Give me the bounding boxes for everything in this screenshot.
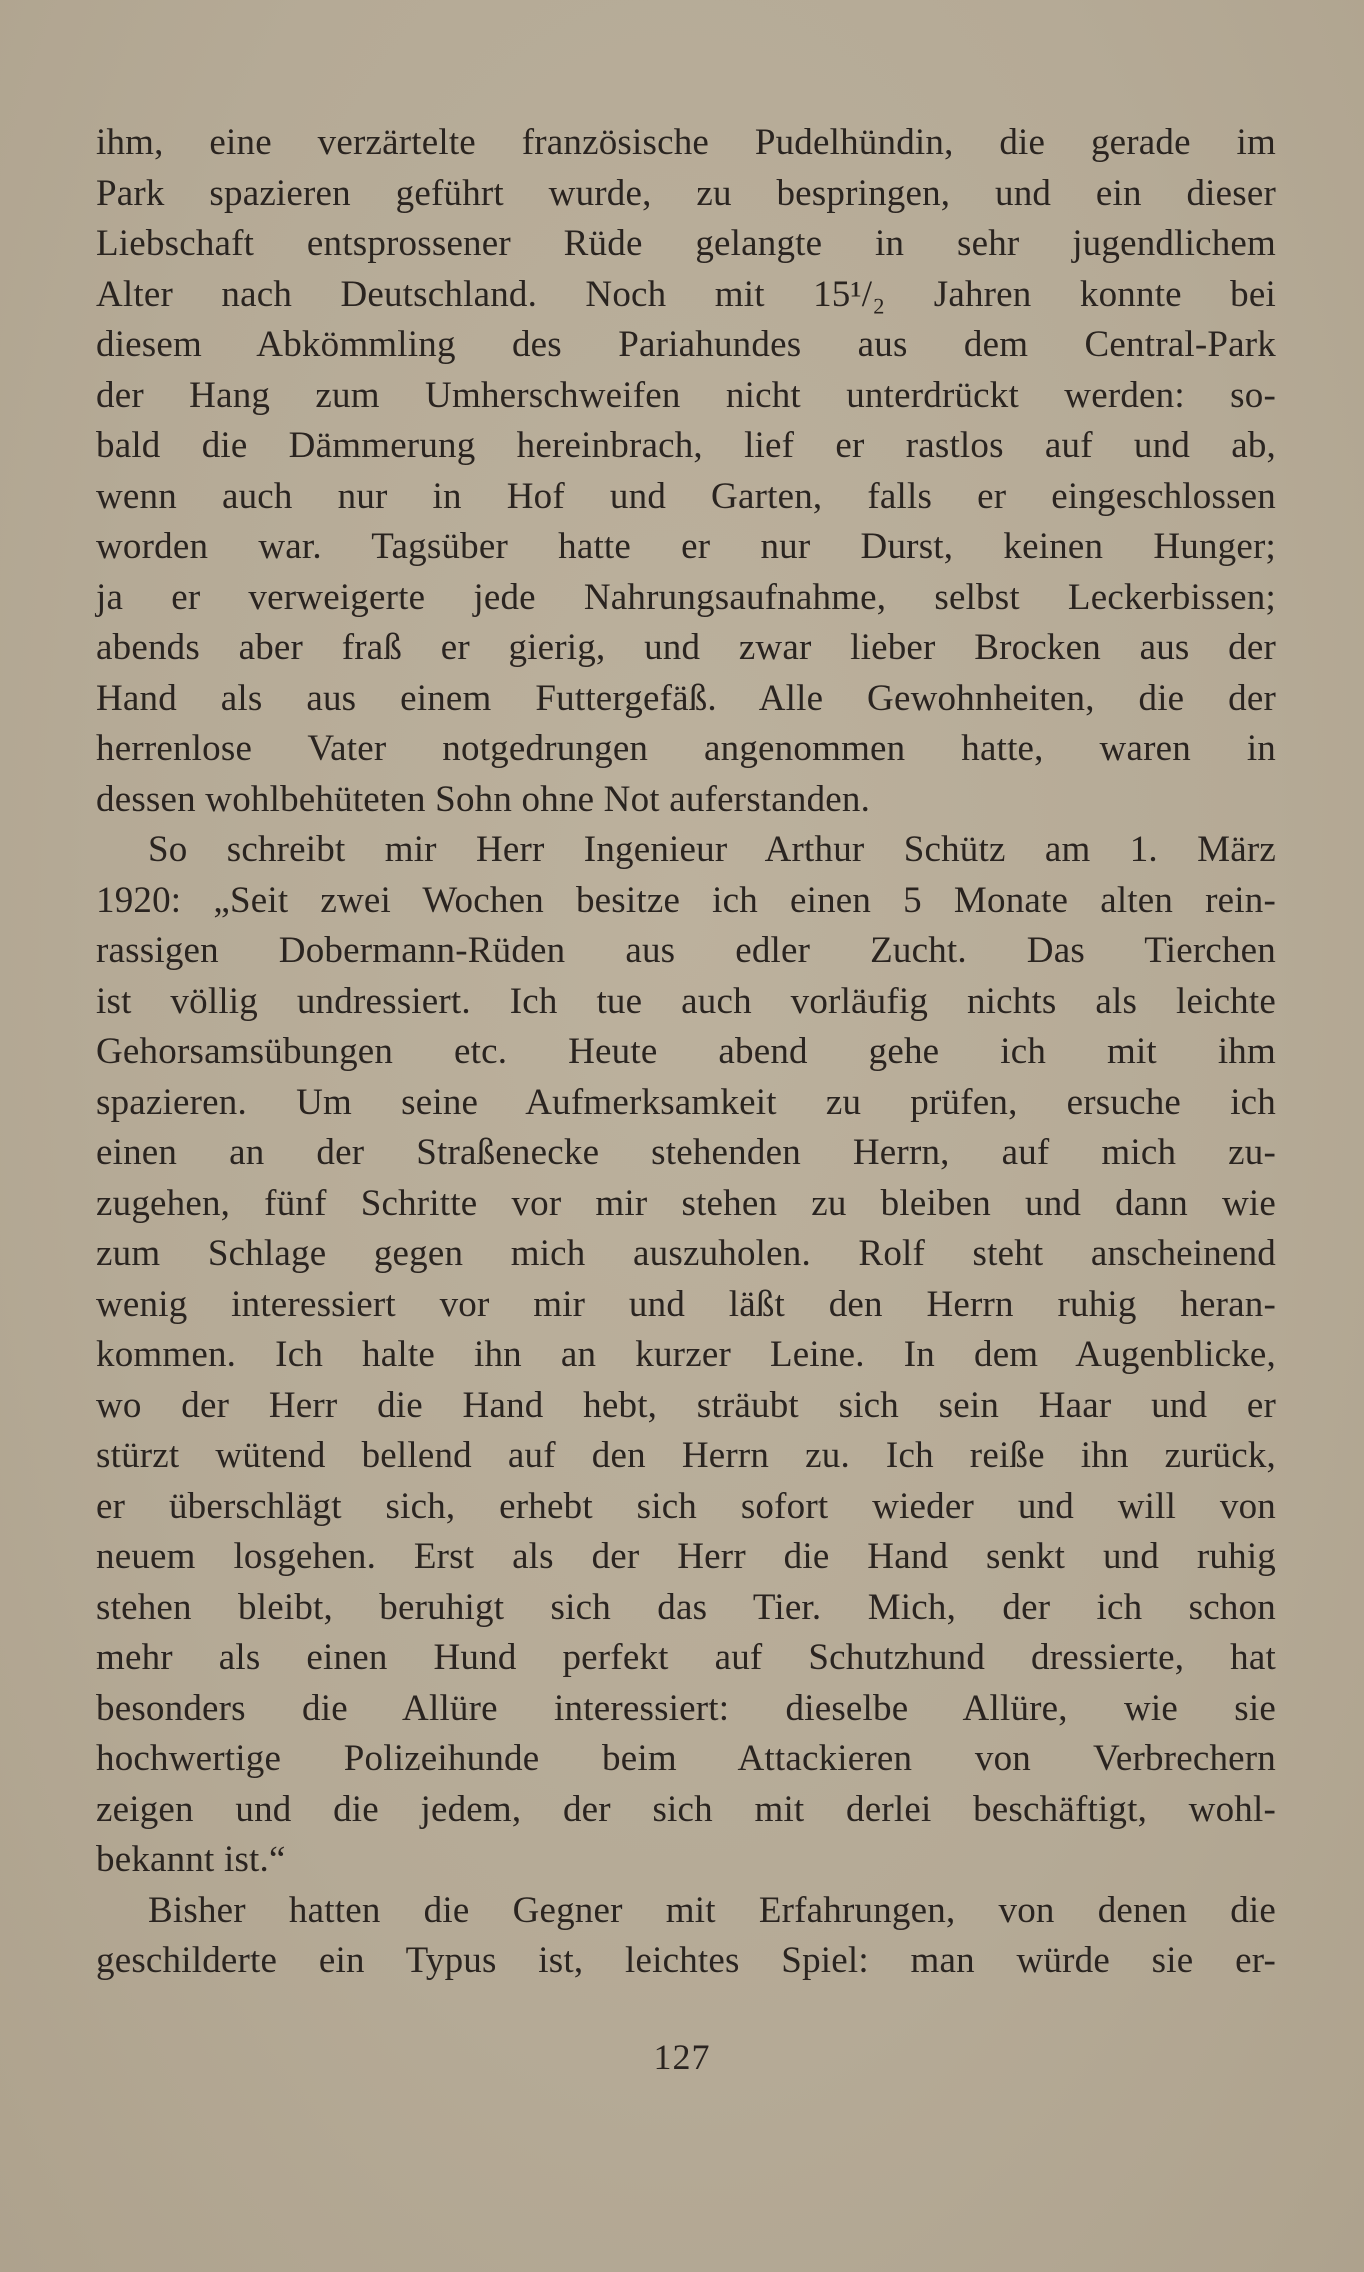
text-line: bald die Dämmerung hereinbrach, lief er rastlos auf und ab,	[96, 425, 1276, 466]
text-line: besonders die Allüre interessiert: dieselbe Allüre, wie sie	[96, 1687, 1276, 1729]
text-line: spazieren. Um seine Aufmerksamkeit zu prüfen, ersuche ich	[96, 1081, 1276, 1123]
text-line: stürzt wütend bellend auf den Herrn zu. Ich reiße ihn zurück,	[96, 1435, 1276, 1476]
text-line: wenig interessiert vor mir und läßt den Herrn ruhig heran-	[96, 1283, 1276, 1325]
text-line: rassigen Dobermann-Rüden aus edler Zucht. Das Tierchen	[96, 930, 1276, 971]
text-line: abends aber fraß er gierig, und zwar lieber Brocken aus der	[96, 627, 1276, 668]
paragraph	[96, 118, 1276, 825]
text-line: ihm, eine verzärtelte französische Pudelhündin, die gerade im	[96, 122, 1276, 163]
text-line: einen an der Straßenecke stehenden Herrn, auf mich zu-	[96, 1132, 1276, 1173]
text-line: wenn auch nur in Hof und Garten, falls er eingeschlossen	[96, 475, 1276, 517]
text-line: neuem losgehen. Erst als der Herr die Hand senkt und ruhig	[96, 1536, 1276, 1577]
paragraph	[96, 825, 1276, 1886]
text-line: Bisher hatten die Gegner mit Erfahrungen, von denen die	[148, 1889, 1276, 1931]
body-text	[96, 118, 1276, 1987]
text-line: mehr als einen Hund perfekt auf Schutzhund dressierte, hat	[96, 1637, 1276, 1678]
text-line: Hand als aus einem Futtergefäß. Alle Gewohnheiten, die der	[96, 677, 1276, 719]
text-line: So schreibt mir Herr Ingenieur Arthur Schütz am 1. März	[148, 829, 1276, 870]
text-line: der Hang zum Umherschweifen nicht unterdrückt werden: so-	[96, 374, 1276, 416]
text-line: Gehorsamsübungen etc. Heute abend gehe ich mit ihm	[96, 1031, 1276, 1072]
text-line: wo der Herr die Hand hebt, sträubt sich sein Haar und er	[96, 1384, 1276, 1426]
text-line: diesem Abkömmling des Pariahundes aus dem Central-Park	[96, 324, 1276, 365]
text-line: dessen wohlbehüteten Sohn ohne Not auferstanden.	[96, 778, 871, 820]
text-line: geschilderte ein Typus ist, leichtes Spiel: man würde sie er-	[96, 1940, 1276, 1981]
text-line: worden war. Tagsüber hatte er nur Durst, keinen Hunger;	[96, 526, 1276, 567]
text-line: er überschlägt sich, erhebt sich sofort wieder und will von	[96, 1485, 1276, 1527]
text-line: 1920: „Seit zwei Wochen besitze ich einen 5 Monate alten rein-	[96, 879, 1276, 921]
text-line: zeigen und die jedem, der sich mit derlei beschäftigt, wohl-	[96, 1788, 1276, 1830]
text-line: bekannt ist.“	[96, 1839, 286, 1880]
text-line: zum Schlage gegen mich auszuholen. Rolf steht anscheinend	[96, 1233, 1276, 1274]
page-number: 127	[653, 2037, 711, 2077]
text-line: Liebschaft entsprossener Rüde gelangte in sehr jugendlichem	[96, 223, 1276, 264]
text-line: ja er verweigerte jede Nahrungsaufnahme, selbst Leckerbissen;	[96, 576, 1276, 618]
text-line: hochwertige Polizeihunde beim Attackieren von Verbrechern	[96, 1738, 1276, 1779]
text-line: stehen bleibt, beruhigt sich das Tier. Mich, der ich schon	[96, 1586, 1276, 1628]
text-line: ist völlig undressiert. Ich tue auch vorläufig nichts als leichte	[96, 980, 1276, 1022]
paragraph	[96, 1886, 1276, 1987]
text-line: herrenlose Vater notgedrungen angenommen hatte, waren in	[96, 728, 1276, 769]
text-line: kommen. Ich halte ihn an kurzer Leine. In dem Augenblicke,	[96, 1334, 1276, 1375]
text-line: zugehen, fünf Schritte vor mir stehen zu bleiben und dann wie	[96, 1182, 1276, 1224]
text-line: Alter nach Deutschland. Noch mit 15¹/₂ Jahren konnte bei	[96, 273, 1276, 315]
text-line: Park spazieren geführt wurde, zu bespringen, und ein dieser	[96, 172, 1276, 214]
